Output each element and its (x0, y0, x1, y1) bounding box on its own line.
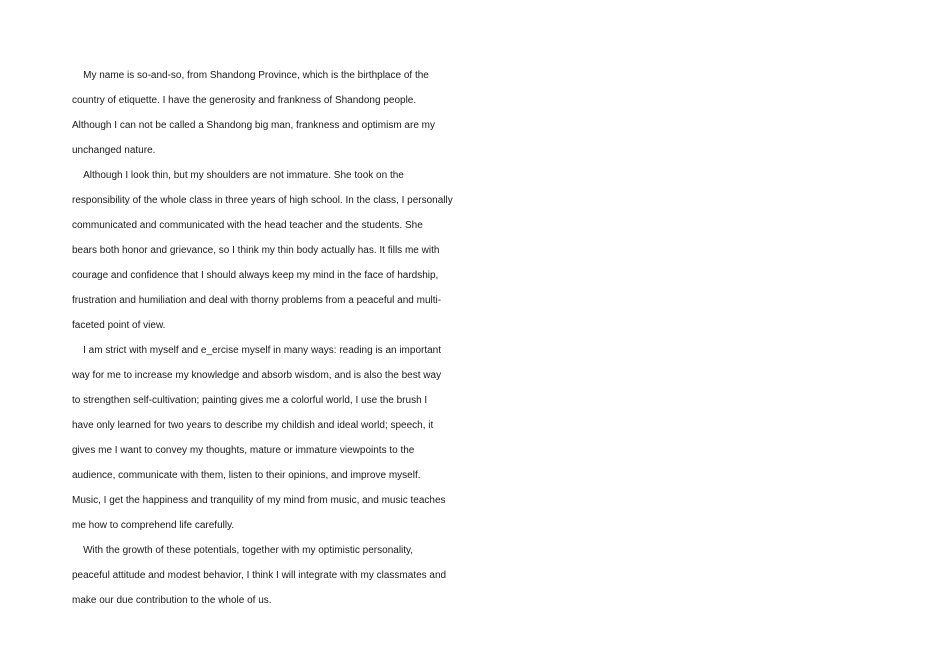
text-line: My name is so-and-so, from Shandong Province, which is the birthplace of the (72, 70, 429, 81)
text-line: With the growth of these potentials, together with my optimistic personality, (72, 545, 414, 556)
text-line: responsibility of the whole class in three years of high school. In the class, I personally (72, 195, 453, 206)
text-line: I am strict with myself and e_ercise myself in many ways: reading is an important (72, 345, 442, 356)
text-line: Music, I get the happiness and tranquility of my mind from music, and music teaches (72, 495, 446, 506)
text-line: me how to comprehend life carefully. (72, 520, 235, 531)
text-line: have only learned for two years to describe my childish and ideal world; speech, it (72, 420, 434, 431)
text-line: make our due contribution to the whole of us. (72, 595, 272, 606)
text-line: way for me to increase my knowledge and absorb wisdom, and is also the best way (72, 370, 442, 381)
text-line: faceted point of view. (72, 320, 166, 331)
text-line: courage and confidence that I should always keep my mind in the face of hardship, (72, 270, 439, 281)
document-body (72, 63, 472, 613)
text-line: frustration and humiliation and deal with thorny problems from a peaceful and multi- (72, 295, 442, 306)
text-line: country of etiquette. I have the generosity and frankness of Shandong people. (72, 95, 417, 106)
text-line: gives me I want to convey my thoughts, mature or immature viewpoints to the (72, 445, 415, 456)
text-line: bears both honor and grievance, so I think my thin body actually has. It fills me with (72, 245, 440, 256)
text-line: audience, communicate with them, listen to their opinions, and improve myself. (72, 470, 421, 481)
text-line: Although I can not be called a Shandong big man, frankness and optimism are my (72, 120, 435, 131)
text-line: to strengthen self-cultivation; painting gives me a colorful world, I use the brush I (72, 395, 428, 406)
text-line: unchanged nature. (72, 145, 156, 156)
text-line: peaceful attitude and modest behavior, I think I will integrate with my classmates and (72, 570, 447, 581)
text-line: communicated and communicated with the head teacher and the students. She (72, 220, 423, 231)
text-line: Although I look thin, but my shoulders are not immature. She took on the (72, 170, 404, 181)
